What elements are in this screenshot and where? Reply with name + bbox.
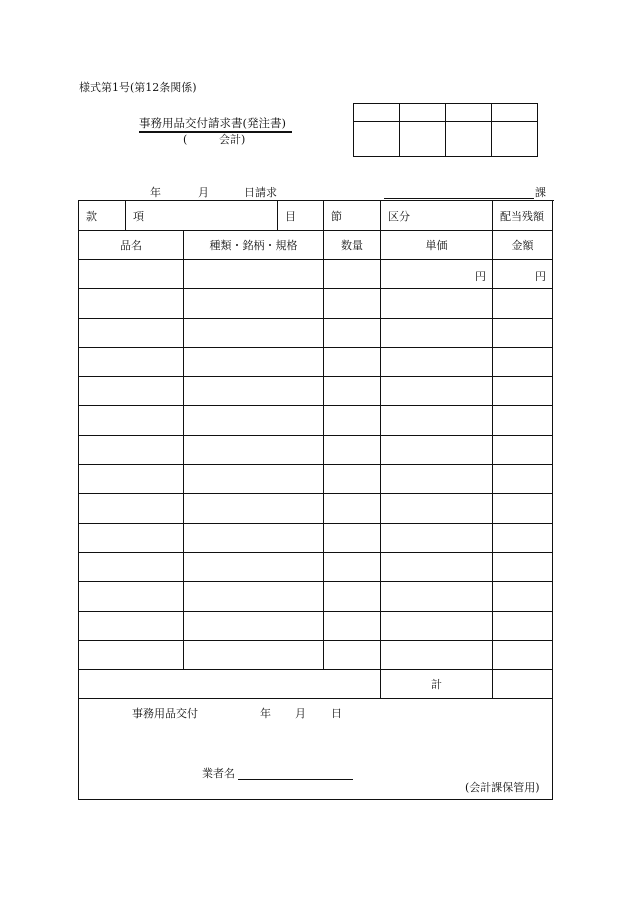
document-title: 事務用品交付請求書(発注書) (139, 116, 286, 130)
subtitle-open-paren: ( (183, 133, 188, 146)
stamp-box-header[interactable] (400, 104, 446, 122)
total-amount-cell[interactable] (493, 670, 553, 699)
kubun-label: 区分 (381, 201, 493, 231)
table-row (79, 523, 553, 552)
yen-unit: 円 (475, 270, 487, 283)
item-unit-price-cell[interactable] (381, 582, 493, 611)
item-quantity-cell[interactable] (324, 552, 381, 581)
delivery-year-label: 年 (260, 707, 271, 721)
item-quantity-cell[interactable] (324, 318, 381, 347)
item-name-cell[interactable] (79, 435, 184, 464)
item-amount-cell[interactable] (493, 582, 553, 611)
item-spec-cell[interactable] (184, 377, 324, 406)
item-amount-cell[interactable] (493, 640, 553, 669)
setsu-label: 節 (324, 201, 381, 231)
stamp-box-header[interactable] (446, 104, 492, 122)
stamp-box[interactable] (400, 122, 446, 157)
item-quantity-cell[interactable] (324, 435, 381, 464)
form-number-label: 様式第1号(第12条関係) (79, 81, 197, 94)
total-label: 計 (381, 670, 493, 699)
table-row (79, 260, 553, 289)
item-quantity-cell[interactable] (324, 611, 381, 640)
item-spec-cell[interactable] (184, 582, 324, 611)
table-row (79, 552, 553, 581)
item-amount-cell[interactable] (493, 289, 553, 318)
account-row (79, 201, 553, 231)
item-spec-cell[interactable] (184, 465, 324, 494)
item-amount-cell[interactable] (493, 347, 553, 376)
col-quantity: 数量 (324, 231, 381, 260)
approval-stamp-grid (353, 103, 538, 157)
item-quantity-cell[interactable] (324, 260, 381, 289)
custody-note: (会計課保管用) (465, 781, 540, 795)
item-spec-cell[interactable] (184, 289, 324, 318)
item-unit-price-cell[interactable] (381, 552, 493, 581)
item-spec-cell[interactable] (184, 318, 324, 347)
item-amount-cell[interactable] (493, 552, 553, 581)
stamp-box[interactable] (354, 122, 400, 157)
title-underline (139, 131, 292, 133)
item-unit-price-cell[interactable] (381, 318, 493, 347)
subtitle-accounting: 会計) (219, 133, 246, 146)
item-name-cell[interactable] (79, 260, 184, 289)
item-spec-cell[interactable] (184, 552, 324, 581)
item-spec-cell[interactable] (184, 494, 324, 523)
col-item-name: 品名 (79, 231, 184, 260)
kan-label: 款 (79, 201, 126, 231)
request-table (78, 200, 553, 800)
item-amount-cell[interactable] (493, 260, 553, 289)
item-unit-price-cell[interactable] (381, 494, 493, 523)
table-row (79, 582, 553, 611)
item-spec-cell[interactable] (184, 435, 324, 464)
item-quantity-cell[interactable] (324, 465, 381, 494)
item-name-cell[interactable] (79, 552, 184, 581)
kou-label: 項 (126, 201, 278, 231)
item-spec-cell[interactable] (184, 523, 324, 552)
stamp-box-header[interactable] (354, 104, 400, 122)
col-type-brand-spec: 種類・銘柄・規格 (184, 231, 324, 260)
item-name-cell[interactable] (79, 289, 184, 318)
table-row (79, 640, 553, 669)
item-quantity-cell[interactable] (324, 494, 381, 523)
item-quantity-cell[interactable] (324, 406, 381, 435)
item-spec-cell[interactable] (184, 640, 324, 669)
footer-row (79, 699, 553, 800)
table-row (79, 494, 553, 523)
item-unit-price-cell[interactable] (381, 435, 493, 464)
item-quantity-cell[interactable] (324, 582, 381, 611)
item-quantity-cell[interactable] (324, 377, 381, 406)
col-unit-price: 単価 (381, 231, 493, 260)
item-header-row (79, 231, 553, 260)
table-row (79, 611, 553, 640)
item-unit-price-cell[interactable] (381, 347, 493, 376)
item-name-cell[interactable] (79, 582, 184, 611)
item-quantity-cell[interactable] (324, 640, 381, 669)
col-amount: 金額 (493, 231, 553, 260)
item-spec-cell[interactable] (184, 611, 324, 640)
table-row (79, 465, 553, 494)
stamp-box[interactable] (446, 122, 492, 157)
total-row (79, 670, 553, 699)
item-spec-cell[interactable] (184, 347, 324, 376)
item-unit-price-cell[interactable] (381, 260, 493, 289)
footer-cell (79, 699, 553, 800)
stamp-box-header[interactable] (492, 104, 538, 122)
request-day-label: 日請求 (244, 186, 277, 199)
total-blank-cell (79, 670, 381, 699)
item-name-cell[interactable] (79, 465, 184, 494)
item-amount-cell[interactable] (493, 611, 553, 640)
item-name-cell[interactable] (79, 406, 184, 435)
department-suffix: 課 (535, 186, 546, 199)
table-row (79, 406, 553, 435)
item-amount-cell[interactable] (493, 435, 553, 464)
vendor-name-field-line[interactable] (238, 779, 353, 780)
item-unit-price-cell[interactable] (381, 289, 493, 318)
document-subtitle (183, 134, 245, 145)
request-month-label: 月 (198, 186, 209, 199)
request-year-label: 年 (150, 186, 161, 199)
item-name-cell[interactable] (79, 611, 184, 640)
table-row (79, 289, 553, 318)
table-row (79, 435, 553, 464)
moku-label: 目 (278, 201, 324, 231)
item-name-cell[interactable] (79, 523, 184, 552)
item-unit-price-cell[interactable] (381, 377, 493, 406)
yen-unit: 円 (535, 270, 547, 283)
item-amount-cell[interactable] (493, 377, 553, 406)
allocation-balance-label: 配当残額 (493, 201, 553, 231)
department-field-line[interactable] (384, 198, 534, 199)
delivery-label: 事務用品交付 (132, 707, 198, 721)
item-amount-cell[interactable] (493, 465, 553, 494)
vendor-label: 業者名 (202, 767, 235, 781)
item-amount-cell[interactable] (493, 318, 553, 347)
item-amount-cell[interactable] (493, 494, 553, 523)
item-unit-price-cell[interactable] (381, 406, 493, 435)
item-quantity-cell[interactable] (324, 289, 381, 318)
stamp-box[interactable] (492, 122, 538, 157)
item-quantity-cell[interactable] (324, 347, 381, 376)
item-spec-cell[interactable] (184, 260, 324, 289)
item-unit-price-cell[interactable] (381, 640, 493, 669)
item-quantity-cell[interactable] (324, 523, 381, 552)
table-row (79, 347, 553, 376)
item-name-cell[interactable] (79, 347, 184, 376)
table-row (79, 318, 553, 347)
delivery-month-label: 月 (295, 707, 306, 721)
item-name-cell[interactable] (79, 494, 184, 523)
delivery-day-label: 日 (331, 707, 342, 721)
item-amount-cell[interactable] (493, 523, 553, 552)
item-unit-price-cell[interactable] (381, 465, 493, 494)
item-unit-price-cell[interactable] (381, 611, 493, 640)
item-name-cell[interactable] (79, 640, 184, 669)
item-unit-price-cell[interactable] (381, 523, 493, 552)
item-spec-cell[interactable] (184, 406, 324, 435)
item-name-cell[interactable] (79, 318, 184, 347)
table-row (79, 377, 553, 406)
item-name-cell[interactable] (79, 377, 184, 406)
item-amount-cell[interactable] (493, 406, 553, 435)
